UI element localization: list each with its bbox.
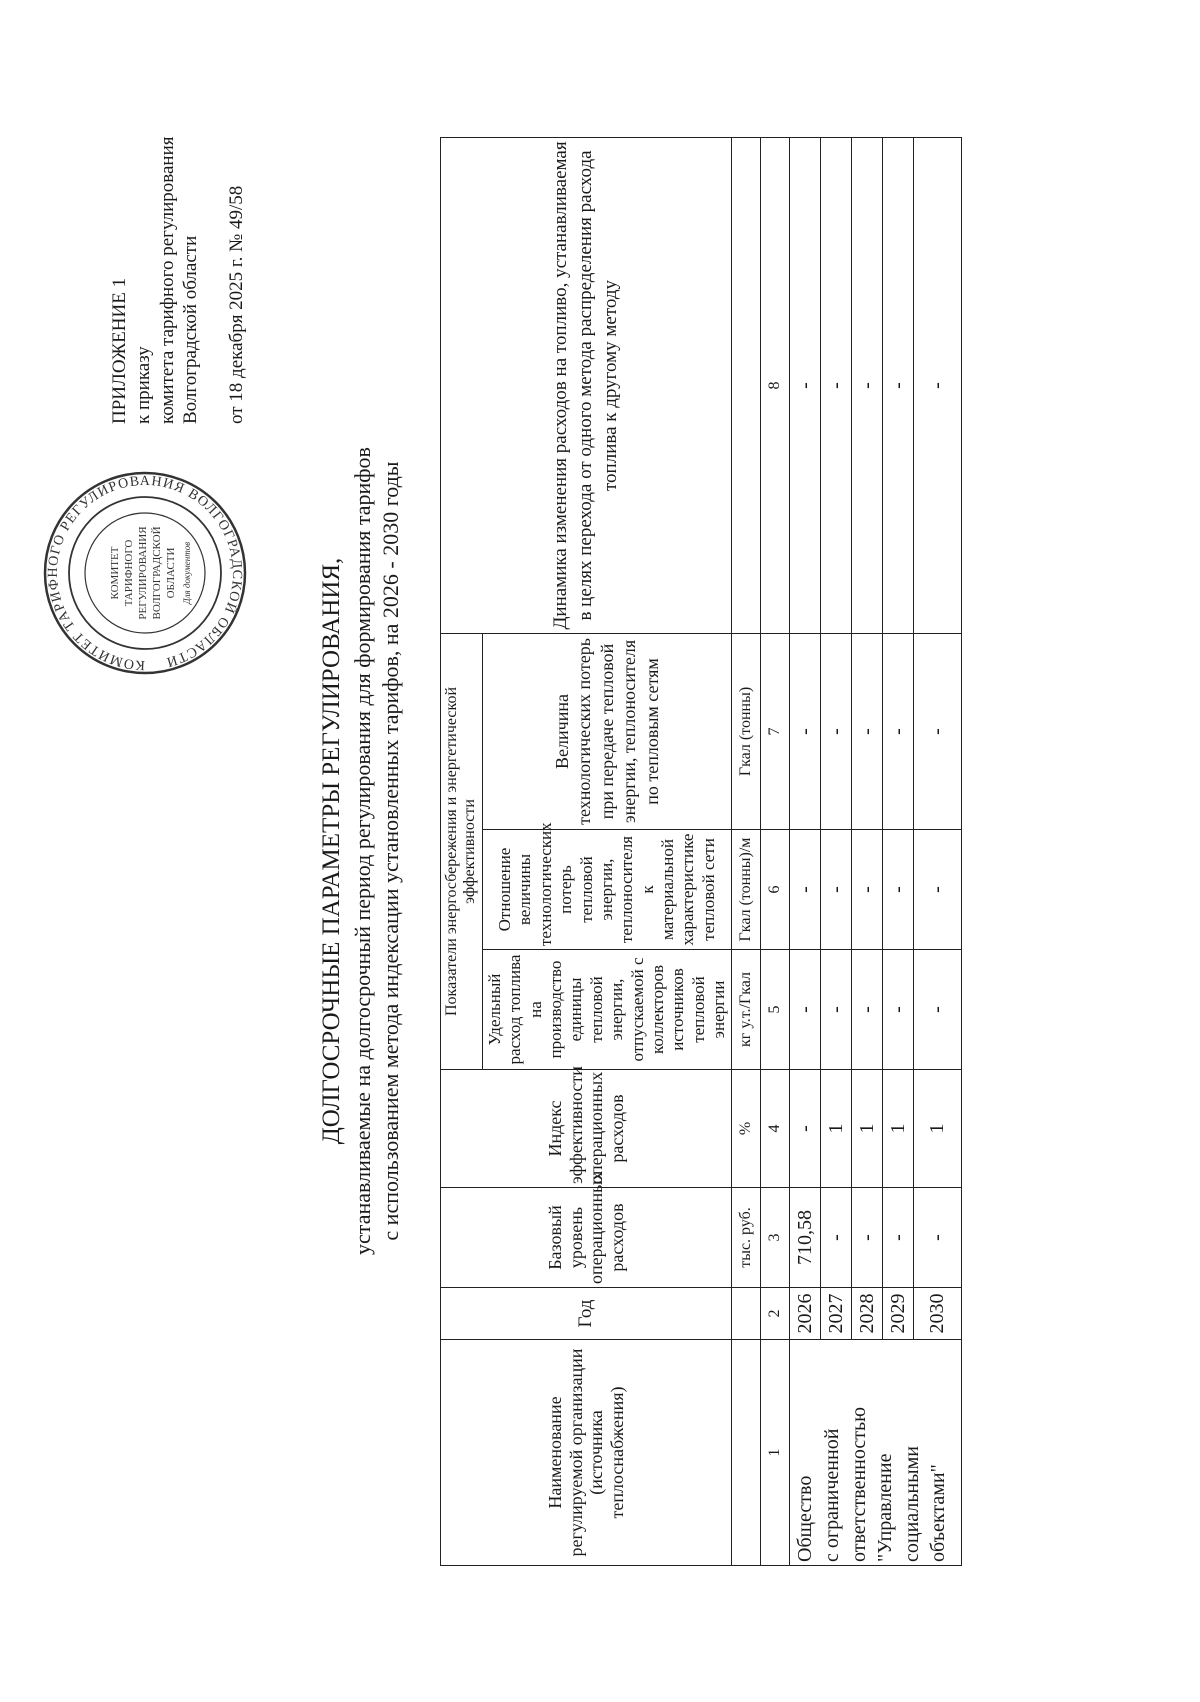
header-row: [441, 137, 483, 1565]
col-header-energy-group: Показатели энергосбережения и энергетической эффективности: [441, 633, 483, 1069]
cell-dynamics: -: [883, 137, 914, 633]
col-header-org: Наименование регулируемой организации (источника теплоснабжения): [441, 1340, 732, 1566]
table-row: [790, 137, 821, 1565]
appendix-date: от 18 декабря 2025 г. № 49/58: [226, 185, 247, 424]
col-number: 2: [761, 1288, 790, 1340]
official-stamp: [40, 468, 250, 678]
cell-base: -: [914, 1188, 962, 1288]
document-subtitle: устанавливаемые на долгосрочный период регулирования для формирования тарифов: [350, 447, 375, 1255]
cell-fuel: -: [852, 950, 883, 1070]
stamp-outer-text: КОМИТЕТ ТАРИФНОГО РЕГУЛИРОВАНИЯ ВОЛГОГРАДСКОЙ ОБЛАСТИ: [45, 473, 245, 673]
appendix-title: ПРИЛОЖЕНИЕ 1: [109, 277, 130, 424]
unit-cell: Гкал (тонны)/м: [732, 830, 761, 950]
cell-year: 2029: [883, 1288, 914, 1340]
unit-cell: Гкал (тонны): [732, 633, 761, 829]
unit-cell: %: [732, 1070, 761, 1188]
cell-dynamics: -: [914, 137, 962, 633]
cell-index: -: [790, 1070, 821, 1188]
col-header-fuel: Удельный расход топлива на производство единицы тепловой энергии, отпускаемой с коллекторов источников тепловой энергии: [482, 950, 732, 1070]
cell-fuel: -: [883, 950, 914, 1070]
cell-index: 1: [821, 1070, 852, 1188]
cell-index: 1: [883, 1070, 914, 1188]
cell-ratio: -: [852, 830, 883, 950]
cell-ratio: -: [914, 830, 962, 950]
cell-index: 1: [852, 1070, 883, 1188]
column-number-row: [761, 137, 790, 1565]
appendix-line: комитета тарифного регулирования: [156, 136, 178, 424]
col-header-index: Индекс эффективности операционных расходов: [441, 1070, 732, 1188]
cell-ratio: -: [883, 830, 914, 950]
cell-losses: -: [790, 633, 821, 829]
col-number: 7: [761, 633, 790, 829]
stamp-line: ОБЛАСТИ: [165, 547, 177, 599]
organization-line: "Управление: [874, 1453, 897, 1562]
cell-base: -: [883, 1188, 914, 1288]
document-subtitle-2: с использованием метода индексации установленных тарифов, на 2026 - 2030 годы: [378, 461, 403, 1241]
col-number: 4: [761, 1070, 790, 1188]
unit-cell: тыс. руб.: [732, 1188, 761, 1288]
unit-cell: [732, 1288, 761, 1340]
cell-dynamics: -: [852, 137, 883, 633]
cell-ratio: -: [821, 830, 852, 950]
cell-year: 2027: [821, 1288, 852, 1340]
col-number: 6: [761, 830, 790, 950]
organization-name: [790, 1340, 962, 1566]
cell-losses: -: [852, 633, 883, 829]
cell-ratio: -: [790, 830, 821, 950]
cell-fuel: -: [821, 950, 852, 1070]
cell-year: 2028: [852, 1288, 883, 1340]
unit-cell: [732, 137, 761, 633]
col-number: 8: [761, 137, 790, 633]
cell-year: 2030: [914, 1288, 962, 1340]
appendix-header: [108, 136, 249, 424]
organization-line: ответственностью: [847, 1406, 870, 1562]
cell-base: -: [852, 1188, 883, 1288]
cell-fuel: -: [914, 950, 962, 1070]
cell-base: 710,58: [790, 1188, 821, 1288]
col-header-dynamics: Динамика изменения расходов на топливо, устанавливаемая в целях перехода от одного метода распределения расхода топлива к другому методу: [441, 137, 732, 633]
cell-index: 1: [914, 1070, 962, 1188]
stamp-line: РЕГУЛИРОВАНИЯ: [137, 526, 149, 620]
unit-cell: [732, 1340, 761, 1566]
organization-line: объектами": [927, 1464, 950, 1562]
document-title: ДОЛГОСРОЧНЫЕ ПАРАМЕТРЫ РЕГУЛИРОВАНИЯ,: [318, 557, 345, 1145]
col-number: 1: [761, 1340, 790, 1566]
unit-cell: кг у.т./Гкал: [732, 950, 761, 1070]
col-header-year: Год: [441, 1288, 732, 1340]
cell-losses: -: [914, 633, 962, 829]
appendix-line: Волгоградской области: [180, 235, 202, 424]
cell-losses: -: [821, 633, 852, 829]
col-number: 5: [761, 950, 790, 1070]
cell-losses: -: [883, 633, 914, 829]
col-number: 3: [761, 1188, 790, 1288]
col-header-base: Базовый уровень операционных расходов: [441, 1188, 732, 1288]
cell-fuel: -: [790, 950, 821, 1070]
cell-base: -: [821, 1188, 852, 1288]
stamp-line: КОМИТЕТ: [109, 546, 121, 600]
col-header-losses: Величина технологических потерь при передаче тепловой энергии, теплоносителя по тепловым сетям: [482, 633, 732, 829]
organization-line: социальными: [900, 1446, 923, 1562]
cell-dynamics: -: [790, 137, 821, 633]
col-header-ratio: Отношение величины технологических потерь тепловой энергии, теплоносителя к материальной характеристике тепловой сети: [482, 830, 732, 950]
stamp-line: ТАРИФНОГО: [123, 539, 135, 607]
cell-year: 2026: [790, 1288, 821, 1340]
cell-dynamics: -: [821, 137, 852, 633]
units-row: [732, 137, 761, 1565]
stamp-footer: Для документов: [182, 541, 192, 605]
parameters-table: [440, 137, 962, 1566]
appendix-line: к приказу: [132, 346, 154, 424]
stamp-line: ВОЛГОГРАДСКОЙ: [151, 526, 163, 620]
organization-line: с ограниченной: [821, 1428, 844, 1562]
organization-line: Общество: [794, 1475, 817, 1562]
